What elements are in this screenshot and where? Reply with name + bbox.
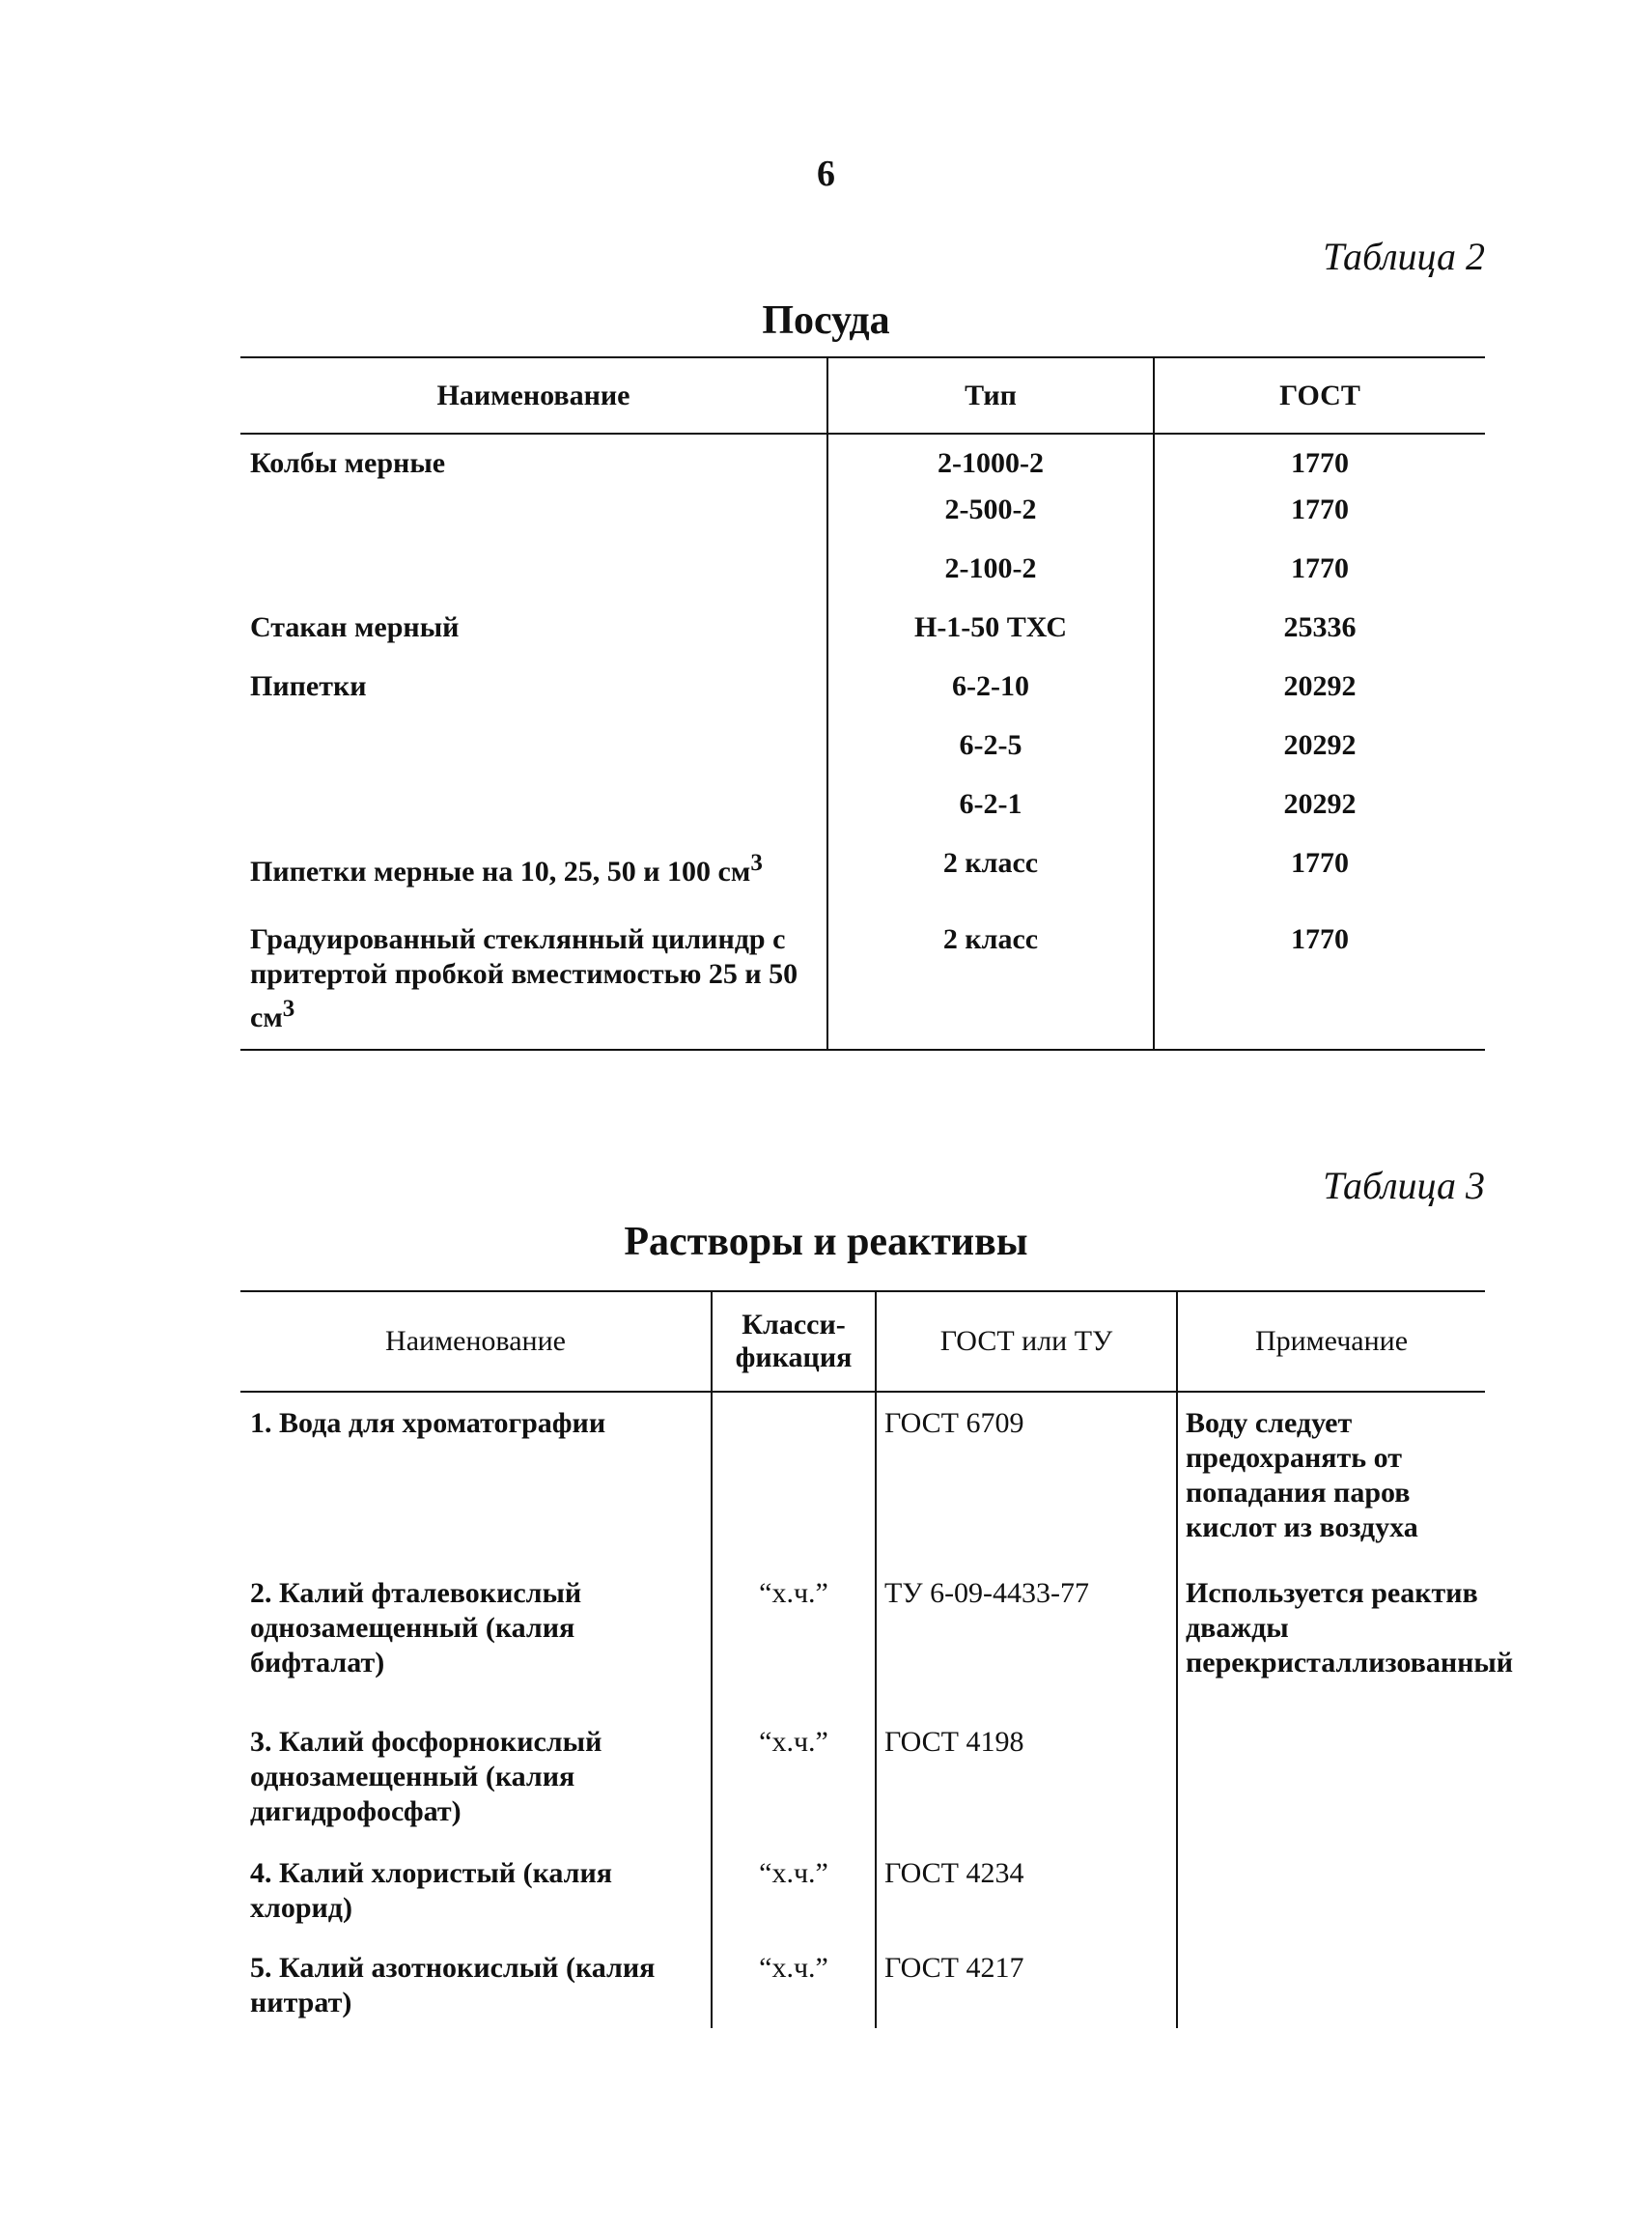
item-type: 2 класс (827, 834, 1154, 911)
table2-caption: Таблица 2 (1323, 235, 1485, 278)
item-gost: 1770 (1291, 447, 1349, 479)
reagent-name: 3. Калий фосфорнокислый однозамещенный (калия дигидрофосфат) (240, 1719, 712, 1848)
table-row (240, 599, 1485, 658)
table-header-row (240, 1291, 1485, 1392)
reagent-note: Используется реактив дважды перекристаллизованный (1186, 1577, 1514, 1679)
table-row (240, 1945, 1485, 2028)
reagent-gost: ГОСТ 4234 (876, 1848, 1177, 1945)
item-gost: 1770 (1291, 923, 1349, 955)
item-name (240, 540, 827, 599)
item-type: 6-2-5 (827, 717, 1154, 776)
item-gost: 1770 (1291, 847, 1349, 879)
header-line: Класси- (742, 1309, 846, 1340)
page-number: 6 (817, 154, 835, 194)
table-row (240, 434, 1485, 481)
table-row (240, 1392, 1485, 1570)
table3-title: Растворы и реактивы (624, 1220, 1028, 1264)
item-type: 2-500-2 (827, 481, 1154, 540)
superscript: 3 (282, 996, 295, 1022)
reagent-gost: ГОСТ 6709 (876, 1392, 1177, 1570)
item-name-text: Пипетки мерные на 10, 25, 50 и 100 см (250, 856, 751, 888)
table-row (240, 1848, 1485, 1945)
item-name (240, 717, 827, 776)
table-row (240, 717, 1485, 776)
item-gost: 1770 (1291, 552, 1349, 584)
reagent-class: “х.ч.” (712, 1570, 876, 1719)
reagent-class: “х.ч.” (712, 1719, 876, 1848)
header-line: фикация (735, 1341, 853, 1373)
table3-caption: Таблица 3 (1323, 1164, 1485, 1207)
item-name: Стакан мерный (240, 599, 827, 658)
column-header-name: Наименование (240, 1291, 712, 1392)
reagent-name: 5. Калий азотнокислый (калия нитрат) (240, 1945, 712, 2028)
column-header-classification (712, 1291, 876, 1392)
reagent-note: Воду следует предохранять от попадания паров кислот из воздуха (1186, 1407, 1418, 1543)
item-name: Колбы мерные (240, 434, 827, 481)
item-name (240, 834, 827, 911)
table-row (240, 481, 1485, 540)
reagent-name: 2. Калий фталевокислый однозамещенный (калия бифталат) (240, 1570, 712, 1719)
item-type: 2 класс (827, 911, 1154, 1050)
reagent-note (1177, 1945, 1485, 2028)
table-row (240, 834, 1485, 911)
column-header-gost: ГОСТ или ТУ (876, 1291, 1177, 1392)
column-header-name: Наименование (240, 357, 827, 434)
item-name: Пипетки (240, 658, 827, 717)
item-type: 6-2-10 (827, 658, 1154, 717)
reagent-class: “х.ч.” (712, 1945, 876, 2028)
table-row (240, 911, 1485, 1050)
item-type: 2-100-2 (827, 540, 1154, 599)
table2-title: Посуда (762, 298, 890, 343)
item-name (240, 911, 827, 1050)
glassware-table (240, 356, 1485, 1051)
reagent-class (712, 1392, 876, 1570)
table-row (240, 776, 1485, 834)
table-header-row (240, 357, 1485, 434)
item-gost: 20292 (1283, 670, 1357, 702)
table-row (240, 658, 1485, 717)
item-name (240, 776, 827, 834)
item-gost: 20292 (1283, 788, 1357, 820)
reagent-note (1177, 1848, 1485, 1945)
item-type: 2-1000-2 (827, 434, 1154, 481)
column-header-note: Примечание (1177, 1291, 1485, 1392)
reagent-gost: ГОСТ 4198 (876, 1719, 1177, 1848)
table-row (240, 1570, 1485, 1719)
reagents-table (240, 1290, 1514, 2028)
reagent-name: 1. Вода для хроматографии (240, 1392, 712, 1570)
reagent-gost: ГОСТ 4217 (876, 1945, 1177, 2028)
item-gost: 25336 (1283, 611, 1357, 643)
item-name-text: Градуированный стеклянный цилиндр с притертой пробкой вместимостью 25 и 50 см (250, 923, 798, 1033)
item-gost: 20292 (1283, 729, 1357, 761)
reagent-name: 4. Калий хлористый (калия хлорид) (240, 1848, 712, 1945)
reagent-class: “х.ч.” (712, 1848, 876, 1945)
table-row (240, 540, 1485, 599)
item-gost: 1770 (1291, 494, 1349, 525)
item-type: 6-2-1 (827, 776, 1154, 834)
table-row (240, 1719, 1485, 1848)
item-type: Н-1-50 ТХС (827, 599, 1154, 658)
reagent-note (1177, 1719, 1485, 1848)
reagent-gost: ТУ 6-09-4433-77 (876, 1570, 1177, 1719)
column-header-type: Тип (827, 357, 1154, 434)
item-name (240, 481, 827, 540)
column-header-gost: ГОСТ (1154, 357, 1485, 434)
superscript: 3 (750, 850, 763, 876)
